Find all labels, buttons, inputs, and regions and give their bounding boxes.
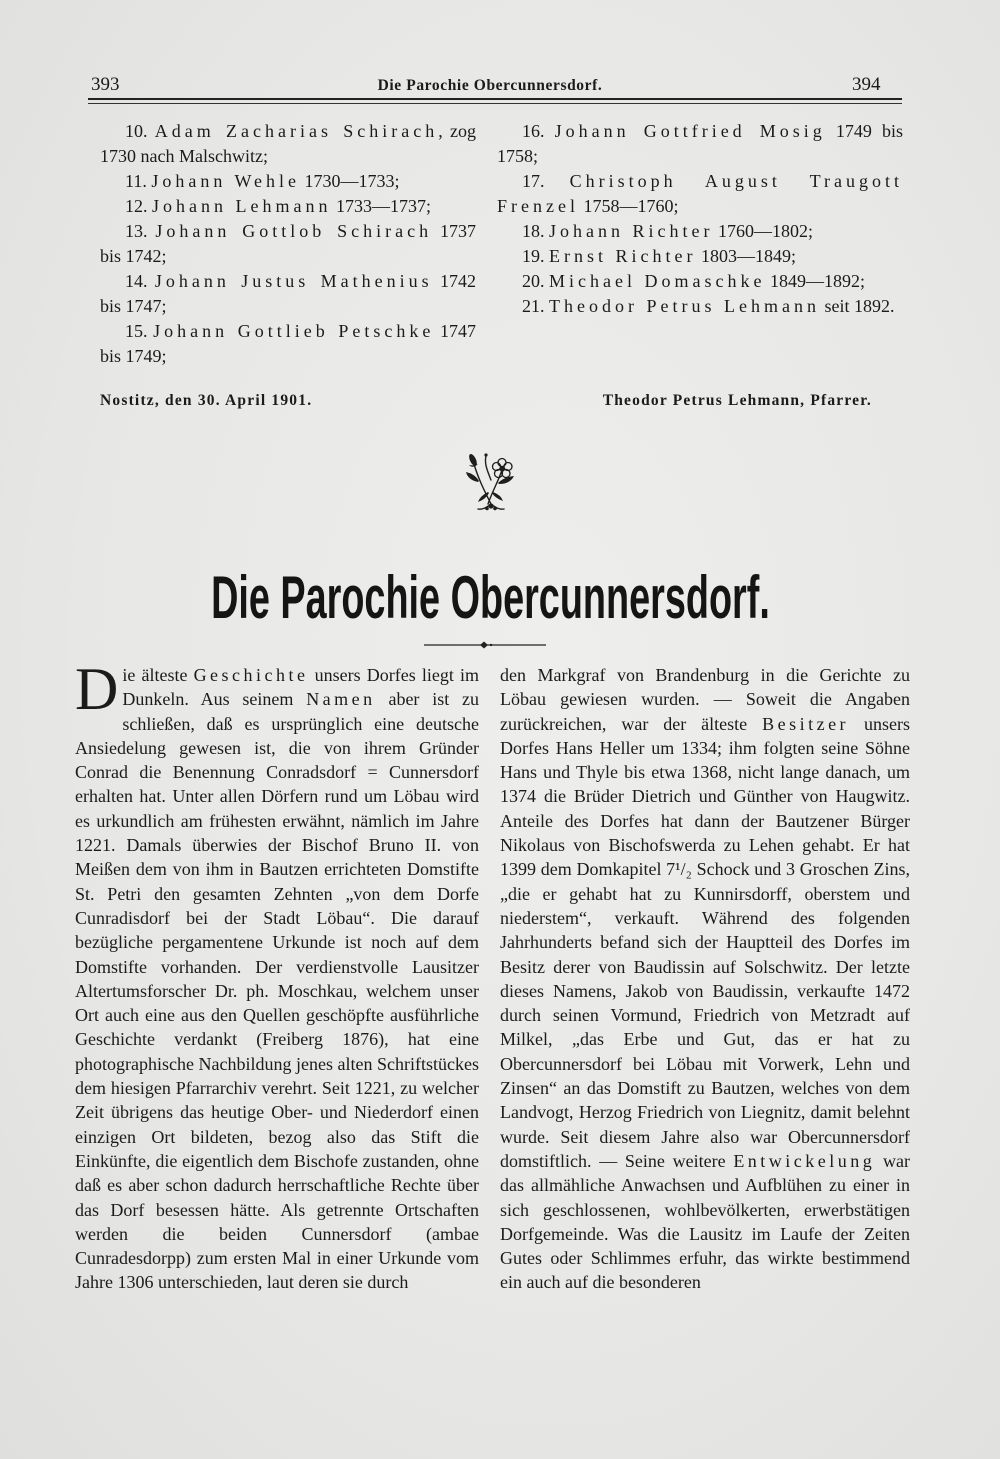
entry-dates: 1760—1802; (713, 221, 813, 241)
text-run: unsers Dorfes Hans Heller um 1334; ihm folgten seine Söhne Hans und Thyle bis etwa 1368, nicht lange danach, um 1374 die Brüder Dietrich und Günther von Haugwitz. Anteile des Dorfes hat dann der Bautzener Bürger Nikolaus von Bischofswerda zu Lehen gehabt. Er hat 1399 dem Domkapitel 7¹/₂ Schock und 3 Groschen Zins, „die er gehabt hat zu Kunnirsdorff, oberstem und niederstem“, verkauft. Während des folgenden Jahrhunderts befand sich der Hauptteil des Dorfes im Besitz derer von Baudissin auf Solschwitz. Der letzte dieses Namens, Jakob von Baudissin, verkaufte 1472 durch seinen Vormund, Friedrich von Metzradt auf Milkel, „das Erbe und Gut, das er hat zu Obercunnersdorf bei Löbau mit Vorwerk, Lehn und Zinsen“ an das Domstift zu Bautzen, welches von dem Landvogt, Herzog Friedrich von Liegnitz, damit belehnt wurde. Seit diesem Jahre also war Obercunnersdorf domstiftlich. — Seine weitere (500, 713, 910, 1171)
spaced-word: Besitzer (762, 713, 850, 734)
text-run: aber ist zu schließen, daß es ursprünglich eine deutsche Ansiedelung gewesen ist, die von ihrem Gründer Conrad die Benennung Conradsdorf = Cunnersdorf erhalten hat. Unter allen Dörfern rund um Löbau wird es urkundlich am frühesten erwähnt, nämlich im Jahre 1221. Damals überwies der Bischof Bruno II. von Meißen dem von ihm in Bautzen errichteten Domstifte St. Petri den gesamten Zehnten „von dem Dorfe Cunradisdorf bei der Stadt Löbau“. Die darauf bezügliche pergamentene Urkunde ist noch auf dem Domstifte vorhanden. Der verdienstvolle Lausitzer Altertumsforscher Dr. ph. Moschkau, welchem unser Ort auch eine aus den Quellen geschöpfte ausführliche Geschichte verdankt (Freiberg 1876), hat eine photographische Nachbildung jenes alten Schriftstückes dem hiesigen Pfarrarchiv verehrt. Seit 1221, zu welcher Zeit übrigens das heutige Ober- und Niederdorf einen einzigen Ort bildeten, bezog also das Stift die Einkünfte, die eigentlich dem Bischofe zustanden, ohne daß es aber schon dadurch herrschaftliche Rechte über das Dorf besessen hätte. Als getrennte Ortschaften werden die beiden Cunnersdorf (ambae Cunradesdorpp) zum ersten Mal in einer Urkunde vom Jahre 1306 unterschieden, laut deren sie durch (75, 689, 479, 1293)
pastor-name: Johann Lehmann (152, 196, 332, 216)
pastor-entry (100, 319, 476, 369)
text-run: den Markgraf von Brandenburg in die Gerichte zu Löbau gewiesen wurden. — Soweit die Angaben zurückreichen, war der älteste (500, 665, 910, 734)
pastor-entry (497, 169, 903, 219)
text-run: war das allmähliche Anwachsen und Aufblühen zu einer in sich geschlossenen, wohlbevölkerten, erwerbstätigen Dorfgemeinde. Was die Lausitz im Laufe der Zeiten Gutes oder Schlimmes erfuhr, das wirkte bestimmend ein auch auf die besonderen (500, 1150, 910, 1293)
entry-dates: 1733—1737; (331, 196, 431, 216)
pastor-entry (497, 294, 903, 319)
entry-dates: 1803—1849; (696, 246, 796, 266)
entry-dates: 1730—1733; (300, 171, 400, 191)
pastor-name: Michael Domaschke (549, 271, 766, 291)
pastor-entry (100, 269, 476, 319)
author-signature: Theodor Petrus Lehmann, Pfarrer. (602, 392, 872, 409)
entry-dates: 1749 bis 1758; (497, 121, 904, 166)
pastor-entry (100, 194, 476, 219)
entry-dates: 1758—1760; (578, 196, 679, 216)
entry-number: 17. (522, 171, 545, 191)
article-column-right (500, 663, 910, 1295)
pastor-entry (100, 169, 476, 194)
pastor-name: Theodor Petrus Lehmann (549, 296, 820, 316)
pastor-name: Johann Wehle (151, 171, 301, 191)
place-and-date: Nostitz, den 30. April 1901. (100, 392, 313, 409)
pastor-name: Johann Justus Mathenius (154, 271, 433, 291)
pastor-name: Johann Gottfried Mosig (554, 121, 826, 141)
drop-cap: D (75, 656, 119, 722)
pastor-entry (497, 269, 903, 294)
pastor-list-right (497, 119, 903, 319)
entry-dates: , zog 1730 nach Malschwitz; (100, 121, 477, 166)
article-title: Die Parochie Obercunnersdorf. (210, 564, 770, 631)
pastor-list-left (100, 119, 476, 369)
pastor-entry (497, 244, 903, 269)
entry-number: 20. (522, 271, 545, 291)
page-number-left: 393 (91, 74, 120, 95)
page-number-right: 394 (852, 74, 881, 95)
entry-number: 15. (125, 321, 148, 341)
text-run: unsers Dorfes liegt im Dunkeln. Aus seinem (122, 665, 479, 710)
entry-number: 14. (125, 271, 148, 291)
entry-number: 13. (125, 221, 148, 241)
pastor-name: Christoph August Traugott Frenzel (497, 171, 903, 216)
article-column-left (75, 656, 479, 1295)
spaced-word: Geschichte (193, 665, 309, 685)
entry-dates: seit 1892. (819, 296, 895, 316)
pastor-entry (100, 119, 476, 169)
pastor-name: Ernst Richter (549, 246, 697, 266)
pastor-name: Johann Richter (549, 221, 714, 241)
pastor-name: Adam Zacharias Schirach (154, 121, 439, 141)
title-ornamental-rule (424, 640, 546, 650)
pastor-name: Johann Gottlieb Petschke (153, 321, 435, 341)
pastor-entry (100, 219, 476, 269)
spaced-word: Entwickelung (733, 1150, 876, 1171)
title-container (0, 566, 980, 630)
entry-number: 11. (125, 171, 147, 191)
entry-number: 10. (125, 121, 148, 141)
entry-number: 16. (522, 121, 545, 141)
pastor-name: Johann Gottlob Schirach (155, 221, 433, 241)
entry-dates: 1849—1892; (765, 271, 865, 291)
pastor-entry (497, 219, 903, 244)
pastor-entry (497, 119, 903, 169)
entry-number: 12. (125, 196, 148, 216)
entry-number: 21. (522, 296, 545, 316)
entry-number: 18. (522, 221, 545, 241)
entry-dates: 1742 bis 1747; (100, 271, 476, 316)
entry-number: 19. (522, 246, 545, 266)
running-title: Die Parochie Obercunnersdorf. (377, 77, 603, 94)
entry-dates: 1747 bis 1749; (100, 321, 477, 366)
spaced-word: Namen (306, 689, 376, 710)
text-run: ie älteste (122, 665, 194, 685)
entry-dates: 1737 bis 1742; (100, 221, 477, 266)
header-double-rule (88, 98, 902, 104)
flower-vignette-icon (458, 450, 524, 516)
